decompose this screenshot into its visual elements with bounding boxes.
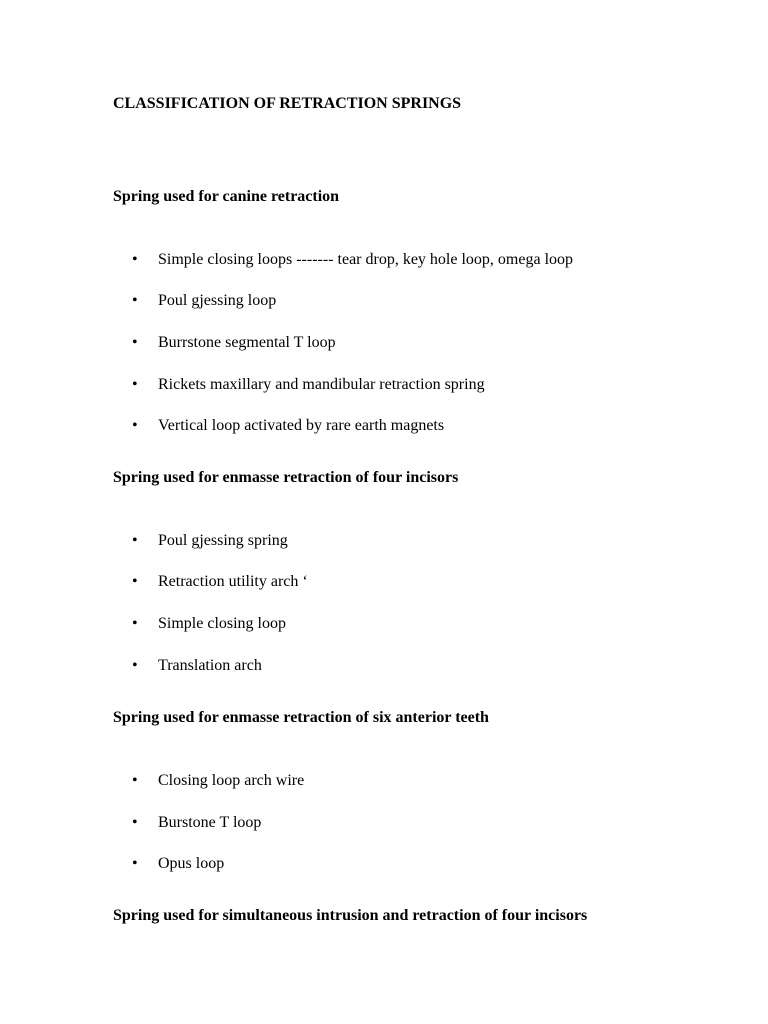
bullet-icon: • (132, 417, 138, 434)
bullet-icon: • (132, 573, 138, 590)
list-item: • Vertical loop activated by rare earth magnets (132, 417, 445, 434)
bullet-icon: • (132, 657, 138, 674)
bullet-icon: • (132, 814, 138, 831)
list-item: • Retraction utility arch ‘ (132, 573, 308, 590)
bullet-icon: • (132, 855, 138, 872)
section-heading-six-anterior-teeth: Spring used for enmasse retraction of six anterior teeth (113, 709, 489, 726)
bullet-icon: • (132, 532, 138, 549)
list-item: • Rickets maxillary and mandibular retraction spring (132, 376, 485, 393)
bullet-icon: • (132, 251, 138, 268)
document-title: CLASSIFICATION OF RETRACTION SPRINGS (113, 95, 462, 112)
list-item: • Burstone T loop (132, 814, 262, 831)
list-item: • Opus loop (132, 855, 225, 872)
section-heading-intrusion-retraction: Spring used for simultaneous intrusion and retraction of four incisors (113, 907, 588, 924)
bullet-icon: • (132, 292, 138, 309)
bullet-icon: • (132, 334, 138, 351)
section-heading-four-incisors: Spring used for enmasse retraction of four incisors (113, 469, 459, 486)
bullet-icon: • (132, 772, 138, 789)
list-item: • Closing loop arch wire (132, 772, 305, 789)
list-item: • Simple closing loops ------- tear drop, key hole loop, omega loop (132, 251, 574, 268)
bullet-icon: • (132, 376, 138, 393)
bullet-icon: • (132, 615, 138, 632)
list-item: • Poul gjessing loop (132, 292, 277, 309)
list-item: • Translation arch (132, 657, 262, 674)
list-item: • Simple closing loop (132, 615, 286, 632)
section-heading-canine-retraction: Spring used for canine retraction (113, 188, 340, 205)
list-item: • Poul gjessing spring (132, 532, 288, 549)
list-item: • Burrstone segmental T loop (132, 334, 336, 351)
